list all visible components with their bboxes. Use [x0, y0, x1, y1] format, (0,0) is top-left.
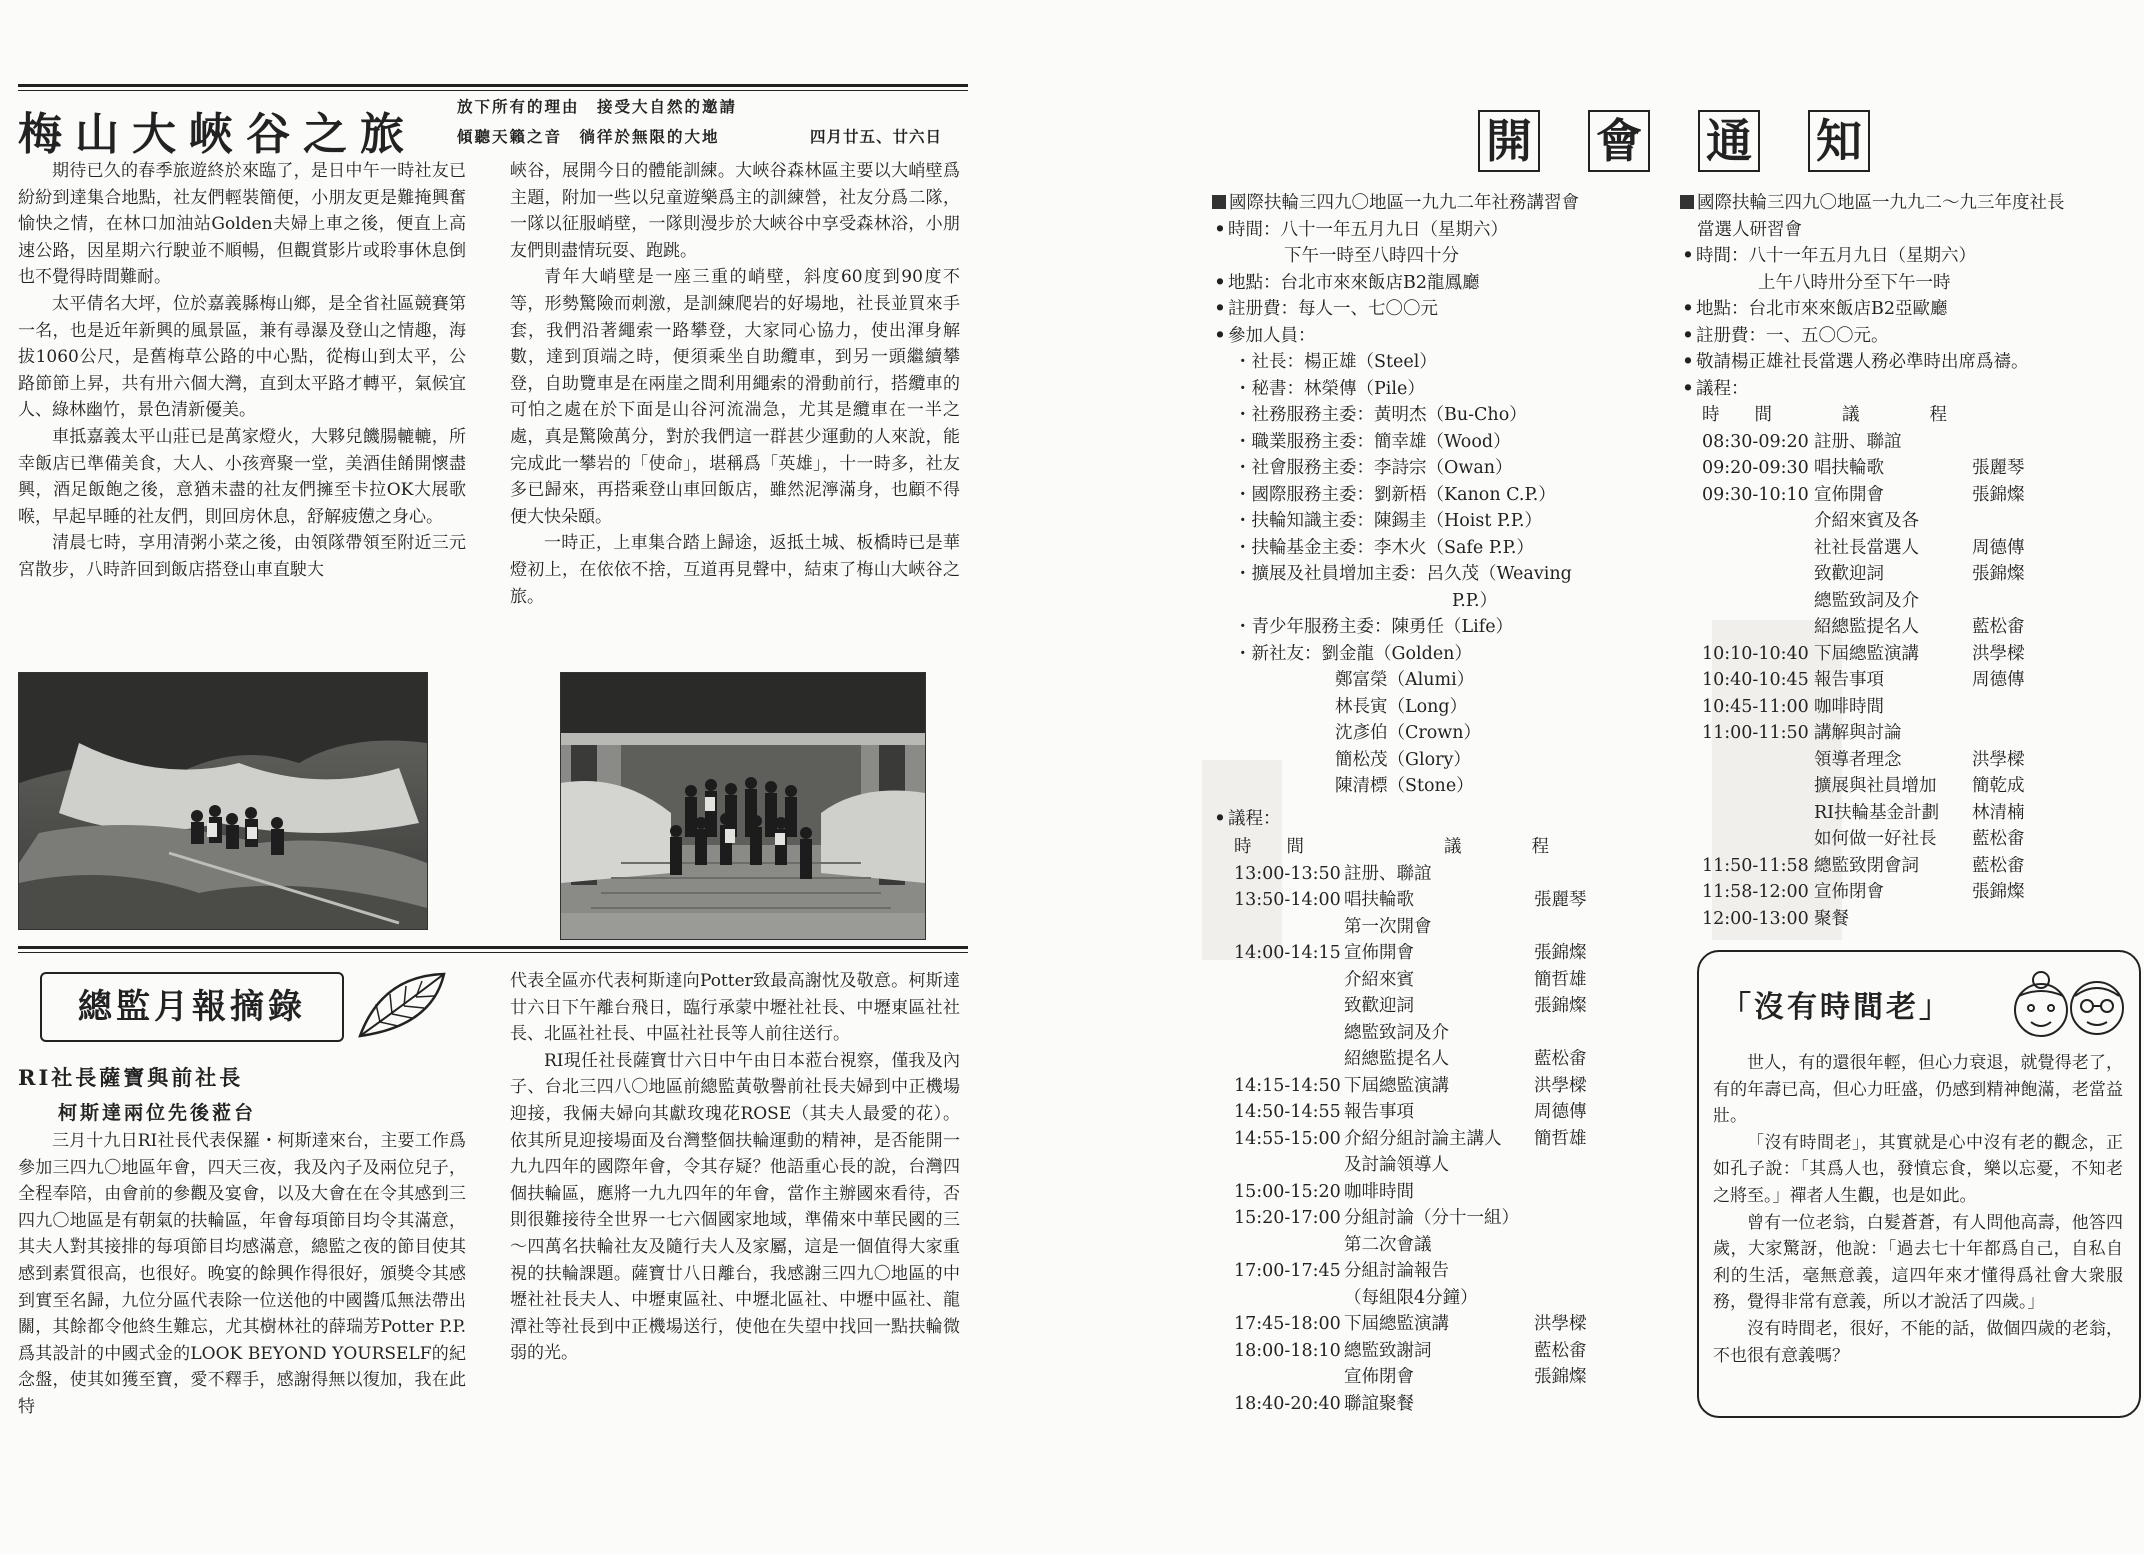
agenda-row: [1702, 614, 2142, 641]
sectionB-agenda-label: 議程：: [1696, 378, 1749, 399]
agenda-time: 17:45-18:00: [1234, 1314, 1341, 1334]
two-faces-illustration-icon: [2001, 966, 2131, 1048]
agenda-row: [1702, 535, 2142, 562]
agenda-time: 08:30-09:20: [1702, 431, 1809, 452]
agenda-item: （每組限4分鐘）: [1344, 1287, 1478, 1308]
agenda-person: 張麗琴: [1972, 458, 2025, 478]
agenda-time: 18:00-18:10: [1234, 1340, 1341, 1361]
top-rule-thin: [18, 90, 968, 91]
paragraph: 期待已久的春季旅遊終於來臨了，是日中午一時社友已紛紛到達集合地點，社友們輕裝簡便，小朋友更是難掩興奮愉快之情，在林口加油站Golden夫婦上車之後，便直上高速公路，因星期六行駛並不順暢，但觀賞影片或聆事休息倒也不覺得時間難耐。: [18, 161, 466, 288]
article2-column-2: [510, 968, 960, 1367]
agenda-person: 張錦燦: [1534, 943, 1587, 963]
agenda-time: 14:50-14:55: [1234, 1102, 1341, 1122]
agenda-row: [1234, 914, 1724, 941]
leaf-ornament-icon: [352, 966, 452, 1050]
agenda-row: [1234, 1073, 1724, 1100]
sectionA-place: 地點：台北市來來飯店B2龍鳳廳: [1228, 272, 1480, 293]
agenda-item: 社社長當選人: [1814, 537, 1919, 558]
article2-subtitle-1: RI社長薩寶與前社長: [18, 1065, 244, 1090]
agenda-item: 致歡迎詞: [1814, 564, 1884, 584]
agenda-item: 介紹分組討論主講人: [1344, 1128, 1502, 1149]
agenda-item: 註册、聯誼: [1344, 863, 1432, 884]
bullet-icon: •: [1214, 272, 1226, 293]
bullet-icon: ・: [1234, 458, 1252, 478]
sectionB-time-2: 上午八時卅分至下午一時: [1758, 272, 1951, 293]
paragraph: 一時正，上車集合踏上歸途，返抵土城、板橋時已是華燈初上，在依依不捨，互道再見聲中，結束了梅山大峽谷之旅。: [510, 533, 960, 607]
article1-date: 四月廿五、廿六日: [810, 127, 943, 146]
sectionA-title: 國際扶輪三四九〇地區一九九二年社務講習會: [1229, 193, 1579, 213]
agenda-item: 咖啡時間: [1814, 696, 1884, 717]
attendee: 青少年服務主委：陳勇任（Life）: [1251, 617, 1514, 637]
bullet-icon: ・: [1234, 617, 1252, 637]
agenda-time: 15:00-15:20: [1234, 1181, 1341, 1202]
agenda-item: 總監致詞及介: [1344, 1022, 1449, 1043]
new-member: 林長寅（Long）: [1335, 696, 1468, 717]
no-time-body: [1713, 1050, 2123, 1369]
agenda-item: 聚餐: [1814, 908, 1849, 929]
article1-column-2: [510, 158, 960, 610]
new-member: 簡松茂（Glory）: [1335, 749, 1471, 770]
agenda-item: 下屆總監演講: [1344, 1314, 1449, 1334]
attendee: 國際服務主委：劉新梧（Kanon C.P.）: [1251, 484, 1556, 505]
agenda-row: [1234, 1285, 1724, 1312]
agenda-row: [1234, 1338, 1724, 1365]
right-page: [1072, 0, 2144, 1555]
article2-box-title: 總監月報摘錄: [40, 972, 344, 1042]
agenda-head-item: 議 程: [1842, 405, 1947, 425]
agenda-person: 張錦燦: [1972, 882, 2025, 902]
agenda-person: 張錦燦: [1972, 564, 2025, 584]
agenda-item: 擴展與社員增加: [1814, 776, 1937, 796]
agenda-item: 聯誼聚餐: [1344, 1393, 1414, 1414]
article2-column-1: [18, 1128, 466, 1421]
agenda-row: [1234, 1179, 1724, 1206]
bullet-icon: ・: [1234, 643, 1252, 664]
agenda-item: 總監致閉會詞: [1814, 855, 1919, 876]
agenda-person: 張麗琴: [1534, 890, 1587, 910]
agenda-row: [1702, 747, 2142, 774]
agenda-row: [1702, 508, 2142, 535]
agenda-head-time: 時 間: [1234, 837, 1304, 857]
attendee: 秘書：林榮傳（Pile）: [1251, 378, 1425, 399]
agenda-item: 報告事項: [1814, 670, 1884, 690]
sectionB-place: 地點：台北市來來飯店B2亞歐廳: [1696, 299, 1948, 319]
square-bullet-icon: [1212, 195, 1226, 209]
agenda-item: 分組討論（分十一組）: [1344, 1208, 1519, 1228]
agenda-person: 藍松畬: [1972, 829, 2025, 849]
section-rule-thin: [18, 952, 968, 953]
heading-char: 開: [1478, 110, 1540, 172]
article1-tagline-2: 傾聽天籟之音 徜徉於無限的大地: [457, 127, 720, 146]
agenda-row: [1234, 1258, 1724, 1285]
bullet-icon: ・: [1234, 511, 1252, 531]
agenda-person: 簡哲雄: [1534, 969, 1587, 990]
agenda-person: 周德傳: [1534, 1102, 1587, 1122]
attendee: 社務服務主委：黃明杰（Bu-Cho）: [1251, 405, 1527, 425]
agenda-time: 18:40-20:40: [1234, 1393, 1341, 1414]
sectionA-time-2: 下午一時至八時四十分: [1284, 246, 1459, 266]
temple-group-photo: [560, 672, 926, 940]
agenda-item: 唱扶輪歌: [1344, 890, 1414, 910]
bullet-icon: ・: [1234, 484, 1252, 505]
new-member: 劉金龍（Golden）: [1321, 643, 1472, 664]
new-member: 沈彥伯（Crown）: [1335, 723, 1482, 743]
article1-column-1: [18, 158, 466, 584]
agenda-time: 17:00-17:45: [1234, 1261, 1341, 1281]
attendee-continued: P.P.）: [1452, 590, 1498, 611]
sectionB-title-1: 國際扶輪三四九〇地區一九九二～九三年度社長: [1697, 193, 2065, 213]
bullet-icon: •: [1214, 299, 1226, 319]
agenda-row: [1234, 1020, 1724, 1047]
agenda-row: [1234, 861, 1724, 888]
new-member: 陳清標（Stone）: [1335, 776, 1474, 796]
paragraph: 曾有一位老翁，白髮蒼蒼，有人問他高壽，他答四歲，大家驚訝，他說：「過去七十年都爲自己，自私自利的生活，毫無意義，這四年來才懂得爲社會大衆服務，覺得非常有意義，所以才說活了四歲。」: [1713, 1212, 2123, 1313]
agenda-item: 第一次開會: [1344, 916, 1432, 937]
sectionB-notice: 敬請楊正雄社長當選人務必準時出席爲禱。: [1696, 352, 2029, 372]
bullet-icon: •: [1214, 219, 1226, 240]
agenda-row: [1702, 773, 2142, 800]
agenda-time: 09:20-09:30: [1702, 458, 1809, 478]
agenda-row: [1234, 1364, 1724, 1391]
agenda-row: [1702, 641, 2142, 668]
paragraph: RI現任社長薩寶廿六日中午由日本蒞台視察，僅我及內子、台北三四八〇地區前總監黃敬譽前社長夫婦到中正機場迎接，我倆夫婦向其獻玫瑰花ROSE（其夫人最愛的花）。依其所見迎接場面及台灣整個扶輪運動的精神，是否能開一九九四年的國際年會，令其存疑？他語重心長的說，台灣四個扶輪區，應將一九九四年的年會，當作主辦國來看待，否則很難接待全世界一七六個國家地域，準備來中華民國的三～四萬名扶輪社友及隨行夫人及家屬，這是一個值得大家重視的扶輪課題。薩寶廿八日離台，我感謝三四九〇地區的中壢社社長夫人、中壢東區社、中壢北區社、中壢中區社、龍潭社等社長到中正機場送行，使他在失望中找回一點扶輪微弱的光。: [510, 1050, 960, 1364]
bullet-icon: •: [1214, 808, 1226, 829]
heading-char: 知: [1808, 110, 1870, 172]
article2-subtitle-2: 柯斯達兩位先後蒞台: [58, 1102, 257, 1124]
heading-char: 通: [1698, 110, 1760, 172]
agenda-item: 唱扶輪歌: [1814, 458, 1884, 478]
agenda-item: 分組討論報告: [1344, 1261, 1449, 1281]
agenda-person: 張錦燦: [1534, 1367, 1587, 1387]
agenda-row: [1702, 455, 2142, 482]
bullet-icon: ・: [1234, 378, 1252, 399]
agenda-person: 張錦燦: [1972, 484, 2025, 505]
agenda-time: 14:15-14:50: [1234, 1075, 1341, 1096]
heading-char: 會: [1588, 110, 1650, 172]
agenda-time: 11:00-11:50: [1702, 723, 1809, 743]
waterfall-photo: [18, 672, 428, 930]
agenda-item: 宣佈閉會: [1344, 1367, 1414, 1387]
agenda-time: 12:00-13:00: [1702, 908, 1809, 929]
paragraph: 青年大峭壁是一座三重的峭壁，斜度60度到90度不等，形勢驚險而刺激，是訓練爬岩的好場地，社長並買來手套，我們沿著繩索一路攀登，大家同心協力，使出渾身解數，達到頂端之時，便須乘坐自助纜車，到另一頭繼續攀登，自助覽車是在兩崖之間利用繩索的滑動前行，搭纜車的可怕之處在於下面是山谷河流湍急，尤其是纜車在一半之處，真是驚險萬分，對於我們這一群甚少運動的人來說，能完成此一攀岩的「使命」，堪稱爲「英雄」，十一時多，社友多已歸來，再搭乘登山車回飯店，雖然泥濘滿身，也顧不得便大快朵頤。: [510, 267, 960, 527]
agenda-row: [1234, 1311, 1724, 1338]
agenda-row: [1234, 1126, 1724, 1153]
agenda-time: 09:30-10:10: [1702, 484, 1809, 505]
agenda-item: 領導者理念: [1814, 749, 1902, 770]
sectionB-agenda-table: [1702, 402, 2142, 932]
agenda-item: RI扶輪基金計劃: [1814, 802, 1940, 823]
sectionA-time: 時間：八十一年五月九日（星期六）: [1228, 219, 1508, 240]
agenda-person: 周德傳: [1972, 670, 2025, 690]
agenda-item: 講解與討論: [1814, 723, 1902, 743]
bullet-icon: •: [1682, 352, 1694, 372]
agenda-row: [1702, 561, 2142, 588]
sectionA-fee: 註册費：每人一、七〇〇元: [1228, 299, 1438, 319]
agenda-row: [1702, 720, 2142, 747]
agenda-time: 11:50-11:58: [1702, 855, 1809, 876]
sectionB-time: 時間：八十一年五月九日（星期六）: [1696, 246, 1976, 266]
no-time-title: 「沒有時間老」: [1721, 990, 1952, 1025]
agenda-item: 第二次會議: [1344, 1234, 1432, 1255]
bullet-icon: ・: [1234, 537, 1252, 558]
article1-tagline-1: 放下所有的理由 接受大自然的邀請: [457, 97, 738, 116]
agenda-row: [1234, 993, 1724, 1020]
new-members-label: 新社友：: [1251, 643, 1322, 664]
agenda-item: 總監致詞及介: [1814, 590, 1919, 611]
agenda-row: [1702, 588, 2142, 615]
agenda-time: 15:20-17:00: [1234, 1208, 1341, 1228]
agenda-item: 紹總監提名人: [1344, 1049, 1449, 1069]
bullet-icon: •: [1682, 378, 1694, 399]
sectionA: [1212, 190, 1692, 832]
sectionB-title-2: 當選人研習會: [1697, 219, 1802, 240]
agenda-person: 張錦燦: [1534, 996, 1587, 1016]
attendee: 社長：楊正雄（Steel）: [1251, 352, 1437, 372]
attendee: 扶輪基金主委：李木火（Safe P.P.）: [1251, 537, 1534, 558]
paragraph: 車抵嘉義太平山莊已是萬家燈火，大夥兒饑腸轆轆，所幸飯店已準備美食，大人、小孩齊聚一堂，美酒佳餚開懷盡興，酒足飯飽之後，意猶未盡的社友們擁至卡拉OK大展歌喉，早起早睡的社友們，則回房休息，舒解疲憊之身心。: [18, 426, 466, 527]
paragraph: 峽谷，展開今日的體能訓練。大峽谷森林區主要以大峭壁爲主題，附加一些以兒童遊樂爲主的訓練營，社友分爲二隊，一隊以征服峭壁，一隊則漫步於大峽谷中享受森林浴，小朋友們則盡情玩耍、跑跳。: [510, 161, 960, 261]
agenda-row: [1234, 1046, 1724, 1073]
sectionA-agenda-label: 議程：: [1228, 808, 1281, 829]
agenda-person: 藍松畬: [1972, 855, 2025, 876]
agenda-row: [1702, 826, 2142, 853]
sectionB-fee: 註册費：一、五〇〇元。: [1696, 325, 1889, 346]
agenda-item: 報告事項: [1344, 1102, 1414, 1122]
paragraph: 沒有時間老，很好，不能的話，做個四歲的老翁，不也很有意義嗎？: [1713, 1318, 2123, 1366]
agenda-person: 藍松畬: [1972, 617, 2025, 637]
agenda-time: 14:55-15:00: [1234, 1128, 1341, 1149]
paragraph: 太平倩名大坪，位於嘉義縣梅山鄉，是全省社區競賽第一名，也是近年新興的風景區，兼有尋瀑及登山之情趣，海拔1060公尺，是舊梅草公路的中心點，從梅山到太平，公路節節上昇，共有卅六個大灣，直到太平路才轉平，氣候宜人、綠林幽竹，景色清新優美。: [18, 293, 466, 421]
agenda-item: 咖啡時間: [1344, 1181, 1414, 1202]
paragraph: 「沒有時間老」，其實就是心中沒有老的觀念，正如孔子說：「其爲人也，發憤忘食，樂以忘憂，不知老之將至。」禪者人生觀，也是如此。: [1713, 1132, 2123, 1206]
agenda-row: [1702, 482, 2142, 509]
agenda-row: [1702, 429, 2142, 456]
agenda-item: 介紹來賓: [1344, 969, 1414, 990]
attendee: 社會服務主委：李詩宗（Owan）: [1251, 458, 1513, 478]
agenda-person: 洪學樑: [1534, 1314, 1587, 1334]
agenda-item: 下屆總監演講: [1814, 643, 1919, 664]
agenda-person: 藍松畬: [1534, 1340, 1587, 1361]
agenda-item: 介紹來賓及各: [1814, 511, 1919, 531]
sectionA-attendees-label: 參加人員：: [1228, 325, 1316, 346]
agenda-row: [1234, 1152, 1724, 1179]
agenda-row: [1234, 940, 1724, 967]
bullet-icon: •: [1682, 299, 1694, 319]
agenda-row: [1702, 879, 2142, 906]
agenda-item: 致歡迎詞: [1344, 996, 1414, 1016]
agenda-item: 下屆總監演講: [1344, 1075, 1449, 1096]
agenda-item: 宣佈開會: [1344, 943, 1414, 963]
agenda-time: 13:00-13:50: [1234, 863, 1341, 884]
agenda-row: [1234, 1205, 1724, 1232]
top-rule: [18, 84, 968, 87]
agenda-row: [1234, 967, 1724, 994]
agenda-row: [1234, 1391, 1724, 1418]
agenda-row: [1702, 800, 2142, 827]
square-bullet-icon: [1680, 195, 1694, 209]
agenda-row: [1702, 667, 2142, 694]
bullet-icon: ・: [1234, 431, 1252, 452]
agenda-person: 洪學樑: [1972, 749, 2025, 770]
agenda-person: 藍松畬: [1534, 1049, 1587, 1069]
agenda-person: 周德傳: [1972, 537, 2025, 558]
paragraph: 三月十九日RI社長代表保羅・柯斯達來台，主要工作爲參加三四九〇地區年會，四天三夜，我及內子及兩位兒子，全程奉陪，由會前的參觀及宴會，以及大會在在令其感到三四九〇地區是有朝氣的扶輪區，年會每項節目均令其滿意，其夫人對其接排的每項節目均感滿意，總監之夜的節目使其感到素質很高，也很好。晚宴的餘興作得很好，頒獎令其感到實至名歸，九位分區代表除一位送他的中國醬瓜無法帶出關，其餘都令他終生難忘，尤其樹林社的薛瑞芳Potter P.P.爲其設計的中國式金的LOOK BEYOND YOURSELF的紀念盤，使其如獲至寶，愛不釋手，感謝得無以復加，我在此特: [18, 1131, 466, 1417]
agenda-time: 10:45-11:00: [1702, 696, 1809, 717]
bullet-icon: •: [1682, 246, 1694, 266]
attendee: 擴展及社員增加主委：呂久茂（Weaving: [1251, 564, 1572, 584]
no-time-to-age-box: [1697, 950, 2141, 1418]
agenda-item: 總監致謝詞: [1344, 1340, 1432, 1361]
attendee: 職業服務主委：簡幸雄（Wood）: [1251, 431, 1511, 452]
paragraph: 代表全區亦代表柯斯達向Potter致最高謝忱及敬意。柯斯達廿六日下午離台飛日，臨行承蒙中壢社社長、中壢東區社社長、北區社社長、中區社社長等人前往送行。: [510, 971, 960, 1045]
agenda-time: 11:58-12:00: [1702, 882, 1809, 902]
bullet-icon: •: [1214, 325, 1226, 346]
agenda-row: [1702, 906, 2142, 933]
agenda-time: 14:00-14:15: [1234, 943, 1341, 963]
agenda-person: 林清楠: [1972, 802, 2025, 823]
article1-title: 梅山大峽谷之旅: [18, 109, 417, 160]
bullet-icon: ・: [1234, 352, 1252, 372]
paragraph: 世人，有的還很年輕，但心力衰退，就覺得老了，有的年壽已高，但心力旺盛，仍感到精神飽滿，老當益壯。: [1713, 1053, 2123, 1127]
bullet-icon: ・: [1234, 564, 1252, 584]
agenda-row: [1234, 1099, 1724, 1126]
paragraph: 清晨七時，享用清粥小菜之後，由領隊帶領至附近三元宮散步，八時許回到飯店搭登山車直駛大: [18, 533, 466, 580]
agenda-item: 紹總監提名人: [1814, 617, 1919, 637]
agenda-item: 及討論領導人: [1344, 1155, 1449, 1175]
attendee: 扶輪知識主委：陳錫圭（Hoist P.P.）: [1251, 511, 1543, 531]
agenda-item: 如何做一好社長: [1814, 829, 1937, 849]
agenda-row: [1234, 1232, 1724, 1259]
sectionB: [1680, 190, 2140, 402]
bullet-icon: ・: [1234, 405, 1252, 425]
agenda-time: 10:10-10:40: [1702, 643, 1809, 664]
agenda-person: 洪學樑: [1534, 1075, 1587, 1096]
agenda-item: 註册、聯誼: [1814, 431, 1902, 452]
agenda-head-item: 議 程: [1444, 837, 1549, 857]
bullet-icon: •: [1682, 325, 1694, 346]
agenda-head-time: 時 間: [1702, 405, 1772, 425]
agenda-person: 簡哲雄: [1534, 1128, 1587, 1149]
agenda-time: 10:40-10:45: [1702, 670, 1809, 690]
sectionA-agenda-table: [1234, 834, 1724, 1417]
agenda-row: [1702, 853, 2142, 880]
section-rule: [18, 946, 968, 949]
new-member: 鄭富榮（Alumi）: [1335, 670, 1475, 690]
agenda-person: 簡乾成: [1972, 776, 2025, 796]
agenda-item: 宣佈閉會: [1814, 882, 1884, 902]
agenda-time: 13:50-14:00: [1234, 890, 1341, 910]
agenda-person: 洪學樑: [1972, 643, 2025, 664]
agenda-row: [1702, 694, 2142, 721]
agenda-item: 宣佈開會: [1814, 484, 1884, 505]
agenda-row: [1234, 887, 1724, 914]
